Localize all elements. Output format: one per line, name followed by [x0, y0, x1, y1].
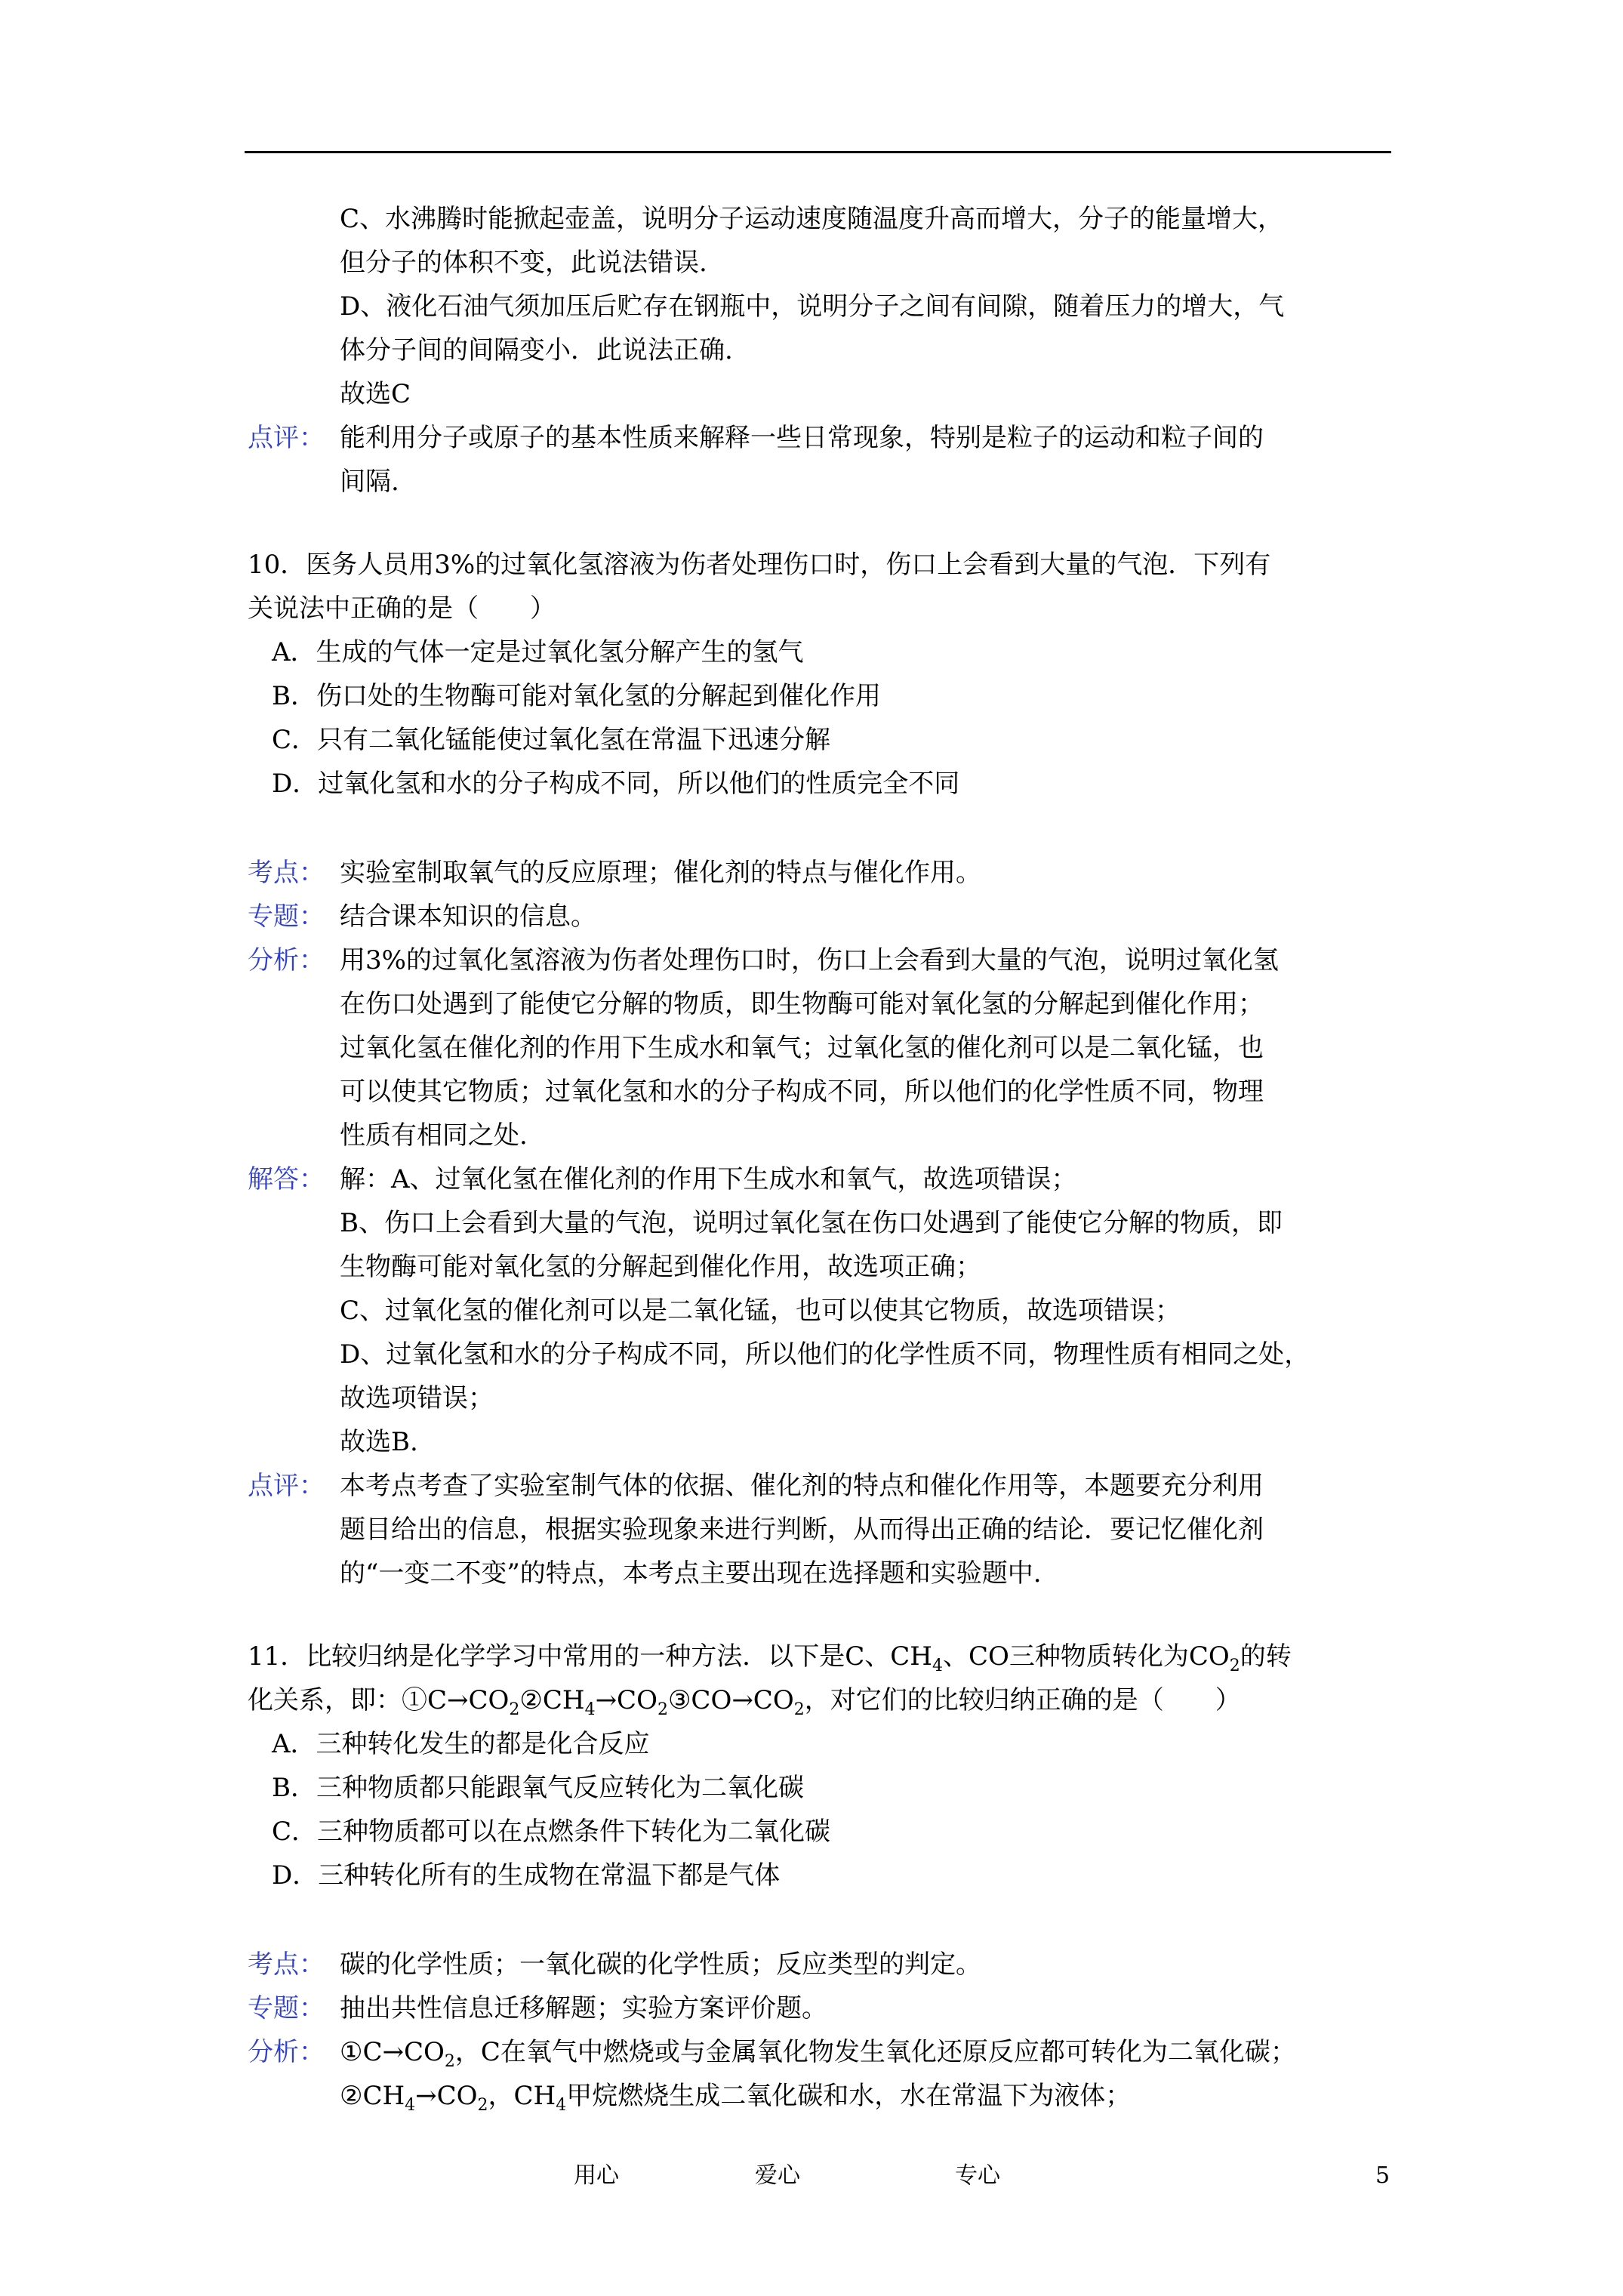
prev-c-line-1: C、水沸腾时能掀起壶盖，说明分子运动速度随温度升高而增大，分子的能量增大， [340, 204, 1284, 234]
q10-stem-line-1: 10．医务人员用3%的过氧化氢溶液为伤者处理伤口时，伤口上会看到大量的气泡．下列有 [248, 550, 1271, 580]
footer-motto-1: 用心 [574, 2162, 619, 2189]
q11-option-d: D．三种转化所有的生成物在常温下都是气体 [272, 1860, 781, 1891]
q11-zhuanti: 抽出共性信息迁移解题；实验方案评价题。 [340, 1993, 827, 2023]
q10-zhuanti: 结合课本知识的信息。 [340, 901, 596, 932]
q10-option-d: D．过氧化氢和水的分子构成不同，所以他们的性质完全不同 [272, 769, 960, 799]
footer-motto-2: 爱心 [755, 2162, 800, 2189]
q10-jieda-line-4: C、过氧化氢的催化剂可以是二氧化锰，也可以使其它物质，故选项错误； [340, 1296, 1181, 1326]
q10-jieda-line-7: 故选B. [340, 1427, 418, 1457]
prev-review-line-2: 间隔. [340, 467, 399, 497]
prev-d-line-2: 体分子间的间隔变小．此说法正确. [340, 335, 733, 365]
q11-option-b: B．三种物质都只能跟氧气反应转化为二氧化碳 [272, 1773, 804, 1803]
q11-kaodian: 碳的化学性质；一氧化碳的化学性质；反应类型的判定。 [340, 1949, 981, 1980]
q10-fenxi-label: 分析： [248, 945, 325, 975]
prev-c-line-2: 但分子的体积不变，此说法错误. [340, 248, 707, 278]
q10-jieda-line-1: 解：A、过氧化氢在催化剂的作用下生成水和氧气，故选项错误； [340, 1164, 1077, 1194]
prev-d-line-1: D、液化石油气须加压后贮存在钢瓶中，说明分子之间有间隙，随着压力的增大，气 [340, 291, 1285, 322]
q11-kaodian-label: 考点： [248, 1949, 325, 1980]
q10-option-c: C．只有二氧化锰能使过氧化氢在常温下迅速分解 [272, 725, 831, 755]
prev-review-line-1: 能利用分子或原子的基本性质来解释一些日常现象，特别是粒子的运动和粒子间的 [340, 423, 1264, 453]
q10-option-a: A．生成的气体一定是过氧化氢分解产生的氢气 [272, 637, 804, 667]
q10-zhuanti-label: 专题： [248, 901, 325, 932]
q10-dianping-line-3: 的“一变二不变”的特点，本考点主要出现在选择题和实验题中. [340, 1558, 1042, 1589]
q10-fenxi-line-1: 用3%的过氧化氢溶液为伤者处理伤口时，伤口上会看到大量的气泡，说明过氧化氢 [340, 945, 1279, 975]
footer-motto-3: 专心 [955, 2162, 1000, 2189]
q10-dianping-line-2: 题目给出的信息，根据实验现象来进行判断，从而得出正确的结论．要记忆催化剂 [340, 1515, 1264, 1545]
q11-fenxi-label: 分析： [248, 2037, 325, 2067]
q10-jieda-line-2: B、伤口上会看到大量的气泡，说明过氧化氢在伤口处遇到了能使它分解的物质，即 [340, 1208, 1283, 1238]
q10-fenxi-line-3: 过氧化氢在催化剂的作用下生成水和氧气；过氧化氢的催化剂可以是二氧化锰，也 [340, 1033, 1264, 1063]
q10-jieda-line-3: 生物酶可能对氧化氢的分解起到催化作用，故选项正确； [340, 1252, 981, 1282]
q10-kaodian-label: 考点： [248, 858, 325, 888]
q10-jieda-label: 解答： [248, 1164, 325, 1194]
q11-stem-line-2: 化关系，即：$①C\to CO_2②CH_4\to CO_2③CO\to CO_2$，对它们的比较归纳正确的是（ ） [248, 1685, 1241, 1719]
header-rule [245, 151, 1391, 153]
page-number: 5 [1375, 2162, 1390, 2189]
q10-fenxi-line-5: 性质有相同之处. [340, 1120, 528, 1151]
prev-review-label: 点评： [248, 423, 325, 453]
q10-kaodian: 实验室制取氧气的反应原理；催化剂的特点与催化作用。 [340, 858, 981, 888]
q11-stem-line-1: 11．比较归纳是化学学习中常用的一种方法．以下是C、$CH_4$、CO三种物质转化为$CO_2$的转 [248, 1641, 1292, 1675]
q10-dianping-label: 点评： [248, 1471, 325, 1501]
q11-fenxi-line-2: $②CH_4\to CO_2$，$CH_4$甲烷燃烧生成二氧化碳和水，水在常温下为液体； [340, 2081, 1132, 2115]
q10-option-b: B．伤口处的生物酶可能对氧化氢的分解起到催化作用 [272, 681, 881, 711]
prev-answer: 故选C [340, 379, 411, 409]
q10-fenxi-line-2: 在伤口处遇到了能使它分解的物质，即生物酶可能对氧化氢的分解起到催化作用； [340, 989, 1264, 1019]
q10-stem-line-2: 关说法中正确的是（ ） [248, 593, 556, 624]
q10-jieda-line-5: D、过氧化氢和水的分子构成不同，所以他们的化学性质不同，物理性质有相同之处， [340, 1339, 1310, 1370]
q11-option-c: C．三种物质都可以在点燃条件下转化为二氧化碳 [272, 1817, 831, 1847]
q11-fenxi-line-1: $①C\to CO_2$，C在氧气中燃烧或与金属氧化物发生氧化还原反应都可转化为二氧化碳； [340, 2037, 1296, 2071]
q10-jieda-line-6: 故选项错误； [340, 1383, 494, 1413]
q10-fenxi-line-4: 可以使其它物质；过氧化氢和水的分子构成不同，所以他们的化学性质不同，物理 [340, 1077, 1264, 1107]
q11-option-a: A．三种转化发生的都是化合反应 [272, 1729, 650, 1759]
q10-dianping-line-1: 本考点考查了实验室制气体的依据、催化剂的特点和催化作用等，本题要充分利用 [340, 1471, 1264, 1501]
q11-zhuanti-label: 专题： [248, 1993, 325, 2023]
